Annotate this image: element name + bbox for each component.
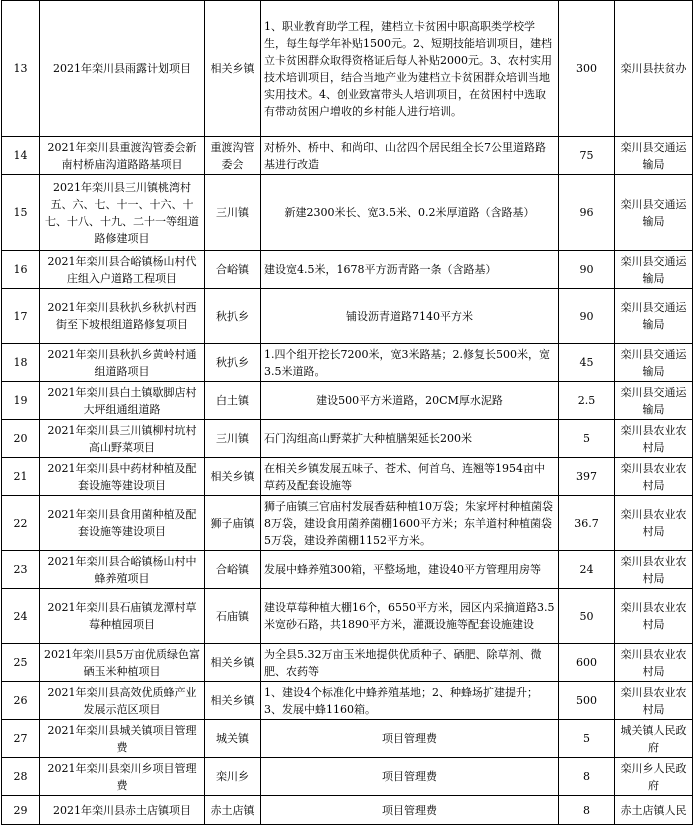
- project-description-cell: 项目管理费: [261, 720, 559, 758]
- project-description-cell: 铺设沥青道路7140平方米: [261, 289, 559, 344]
- project-name-cell: 2021年栾川县5万亩优质绿色富硒玉米种植项目: [40, 644, 205, 682]
- project-name-cell: 2021年栾川县三川镇柳村坑村高山野菜项目: [40, 420, 205, 458]
- amount-cell: 36.7: [559, 496, 615, 551]
- project-name-cell: 2021年栾川县城关镇项目管理费: [40, 720, 205, 758]
- table-row: [2, 458, 693, 496]
- project-name-cell: 2021年栾川县合峪镇杨山村代庄组入户道路工程项目: [40, 251, 205, 289]
- project-description-cell: 项目管理费: [261, 758, 559, 796]
- project-name-cell: 2021年栾川县三川镇桃湾村五、六、七、十一、十六、十七、十八、十九、二十一等组道路修建项目: [40, 175, 205, 251]
- table-row: [2, 758, 693, 796]
- town-cell: 合峪镇: [205, 251, 261, 289]
- table-row: [2, 175, 693, 251]
- project-description-cell: 在相关乡镇发展五味子、苍术、何首乌、连翘等1954亩中草药及配套设施等: [261, 458, 559, 496]
- project-name-cell: 2021年栾川县中药材种植及配套设施等建设项目: [40, 458, 205, 496]
- project-description-cell: 建设草莓种植大棚16个，6550平方米，园区内采摘道路3.5米宽砂石路，共1890平方米，灌溉设施等配套设施建设: [261, 589, 559, 644]
- row-number-cell: 23: [2, 551, 40, 589]
- town-cell: 三川镇: [205, 420, 261, 458]
- amount-cell: 24: [559, 551, 615, 589]
- project-description-cell: 发展中蜂养殖300箱，平整场地，建设40平方管理用房等: [261, 551, 559, 589]
- town-cell: 相关乡镇: [205, 644, 261, 682]
- amount-cell: 2.5: [559, 382, 615, 420]
- town-cell: 栾川乡: [205, 758, 261, 796]
- responsible-unit-cell: 栾川县农业农村局: [615, 458, 693, 496]
- table-row: [2, 420, 693, 458]
- project-name-cell: 2021年栾川县高效优质蜂产业发展示范区项目: [40, 682, 205, 720]
- row-number-cell: 25: [2, 644, 40, 682]
- town-cell: 重渡沟管委会: [205, 137, 261, 175]
- responsible-unit-cell: 栾川县农业农村局: [615, 551, 693, 589]
- amount-cell: 50: [559, 589, 615, 644]
- project-description-cell: 新建2300米长、宽3.5米、0.2米厚道路（含路基）: [261, 175, 559, 251]
- table-row: [2, 682, 693, 720]
- project-description-cell: 项目管理费: [261, 796, 559, 825]
- row-number-cell: 24: [2, 589, 40, 644]
- project-description-cell: 为全县5.32万亩玉米地提供优质种子、硒肥、除草剂、微肥、农药等: [261, 644, 559, 682]
- project-description-cell: 对桥外、桥中、和尚印、山岔四个居民组全长7公里道路路基进行改造: [261, 137, 559, 175]
- responsible-unit-cell: 赤土店镇人民: [615, 796, 693, 825]
- project-table: [1, 0, 693, 825]
- table-row: [2, 1, 693, 137]
- row-number-cell: 15: [2, 175, 40, 251]
- project-name-cell: 2021年栾川县白土镇歇脚店村大坪组通组道路: [40, 382, 205, 420]
- table-row: [2, 382, 693, 420]
- table-row: [2, 589, 693, 644]
- row-number-cell: 26: [2, 682, 40, 720]
- responsible-unit-cell: 栾川乡人民政府: [615, 758, 693, 796]
- responsible-unit-cell: 栾川县扶贫办: [615, 1, 693, 137]
- table-row: [2, 720, 693, 758]
- row-number-cell: 16: [2, 251, 40, 289]
- row-number-cell: 17: [2, 289, 40, 344]
- town-cell: 相关乡镇: [205, 1, 261, 137]
- amount-cell: 75: [559, 137, 615, 175]
- row-number-cell: 22: [2, 496, 40, 551]
- responsible-unit-cell: 栾川县交通运输局: [615, 344, 693, 382]
- row-number-cell: 14: [2, 137, 40, 175]
- responsible-unit-cell: 栾川县农业农村局: [615, 496, 693, 551]
- amount-cell: 5: [559, 720, 615, 758]
- town-cell: 石庙镇: [205, 589, 261, 644]
- amount-cell: 96: [559, 175, 615, 251]
- project-description-cell: 石门沟组高山野菜扩大种植膳架延长200米: [261, 420, 559, 458]
- row-number-cell: 13: [2, 1, 40, 137]
- town-cell: 三川镇: [205, 175, 261, 251]
- town-cell: 秋扒乡: [205, 344, 261, 382]
- project-name-cell: 2021年栾川县栾川乡项目管理费: [40, 758, 205, 796]
- table-row: [2, 496, 693, 551]
- town-cell: 相关乡镇: [205, 458, 261, 496]
- project-name-cell: 2021年栾川县重渡沟管委会新南村桥庙沟道路路基项目: [40, 137, 205, 175]
- responsible-unit-cell: 栾川县交通运输局: [615, 251, 693, 289]
- project-description-cell: 1、建设4个标准化中蜂养殖基地；2、种蜂场扩建提升；3、发展中蜂1160箱。: [261, 682, 559, 720]
- amount-cell: 45: [559, 344, 615, 382]
- amount-cell: 90: [559, 289, 615, 344]
- table-row: [2, 251, 693, 289]
- amount-cell: 600: [559, 644, 615, 682]
- amount-cell: 8: [559, 796, 615, 825]
- responsible-unit-cell: 栾川县农业农村局: [615, 644, 693, 682]
- project-description-cell: 1.四个组开挖长7200米，宽3米路基；2.修复长500米，宽3.5米道路。: [261, 344, 559, 382]
- row-number-cell: 29: [2, 796, 40, 825]
- responsible-unit-cell: 栾川县农业农村局: [615, 589, 693, 644]
- project-description-cell: 1、职业教育助学工程，建档立卡贫困中职高职类学校学生，每生每学年补贴1500元。2、短期技能培训项目，建档立卡贫困群众取得资格证后每人补贴2000元。3、农村实用技术培训项目，结合当地产业为建档立卡贫困群众培训当地实用技术。4、创业致富带头人培训项目，在贫困村中选取有带动贫困户增收的乡村能人进行培训。: [261, 1, 559, 137]
- project-description-cell: 建设宽4.5米，1678平方沥青路一条（含路基）: [261, 251, 559, 289]
- responsible-unit-cell: 栾川县交通运输局: [615, 137, 693, 175]
- project-name-cell: 2021年栾川县石庙镇龙潭村草莓种植园项目: [40, 589, 205, 644]
- project-description-cell: 建设500平方米道路，20CM厚水泥路: [261, 382, 559, 420]
- project-name-cell: 2021年栾川县秋扒乡秋扒村西街至下坡根组道路修复项目: [40, 289, 205, 344]
- project-name-cell: 2021年栾川县合峪镇杨山村中蜂养殖项目: [40, 551, 205, 589]
- amount-cell: 397: [559, 458, 615, 496]
- row-number-cell: 20: [2, 420, 40, 458]
- project-table-body: [2, 1, 693, 825]
- amount-cell: 500: [559, 682, 615, 720]
- row-number-cell: 21: [2, 458, 40, 496]
- town-cell: 城关镇: [205, 720, 261, 758]
- table-row: [2, 289, 693, 344]
- amount-cell: 8: [559, 758, 615, 796]
- table-row: [2, 344, 693, 382]
- amount-cell: 5: [559, 420, 615, 458]
- town-cell: 狮子庙镇: [205, 496, 261, 551]
- project-name-cell: 2021年栾川县雨露计划项目: [40, 1, 205, 137]
- table-row: [2, 796, 693, 825]
- town-cell: 相关乡镇: [205, 682, 261, 720]
- amount-cell: 300: [559, 1, 615, 137]
- town-cell: 白土镇: [205, 382, 261, 420]
- project-name-cell: 2021年栾川县秋扒乡黄岭村通组道路项目: [40, 344, 205, 382]
- responsible-unit-cell: 栾川县交通运输局: [615, 382, 693, 420]
- town-cell: 合峪镇: [205, 551, 261, 589]
- row-number-cell: 28: [2, 758, 40, 796]
- table-row: [2, 137, 693, 175]
- table-row: [2, 551, 693, 589]
- table-row: [2, 644, 693, 682]
- project-description-cell: 狮子庙镇三官庙村发展香菇种植10万袋；朱家坪村种植菌袋8万袋，建设食用菌养菌棚1600平方米；东羊道村种植菌袋5万袋，建设养菌棚1152平方米。: [261, 496, 559, 551]
- project-name-cell: 2021年栾川县食用菌种植及配套设施等建设项目: [40, 496, 205, 551]
- project-name-cell: 2021年栾川县赤土店镇项目: [40, 796, 205, 825]
- responsible-unit-cell: 栾川县交通运输局: [615, 175, 693, 251]
- row-number-cell: 19: [2, 382, 40, 420]
- responsible-unit-cell: 栾川县农业农村局: [615, 682, 693, 720]
- responsible-unit-cell: 城关镇人民政府: [615, 720, 693, 758]
- town-cell: 秋扒乡: [205, 289, 261, 344]
- row-number-cell: 27: [2, 720, 40, 758]
- town-cell: 赤土店镇: [205, 796, 261, 825]
- responsible-unit-cell: 栾川县农业农村局: [615, 420, 693, 458]
- amount-cell: 90: [559, 251, 615, 289]
- row-number-cell: 18: [2, 344, 40, 382]
- responsible-unit-cell: 栾川县交通运输局: [615, 289, 693, 344]
